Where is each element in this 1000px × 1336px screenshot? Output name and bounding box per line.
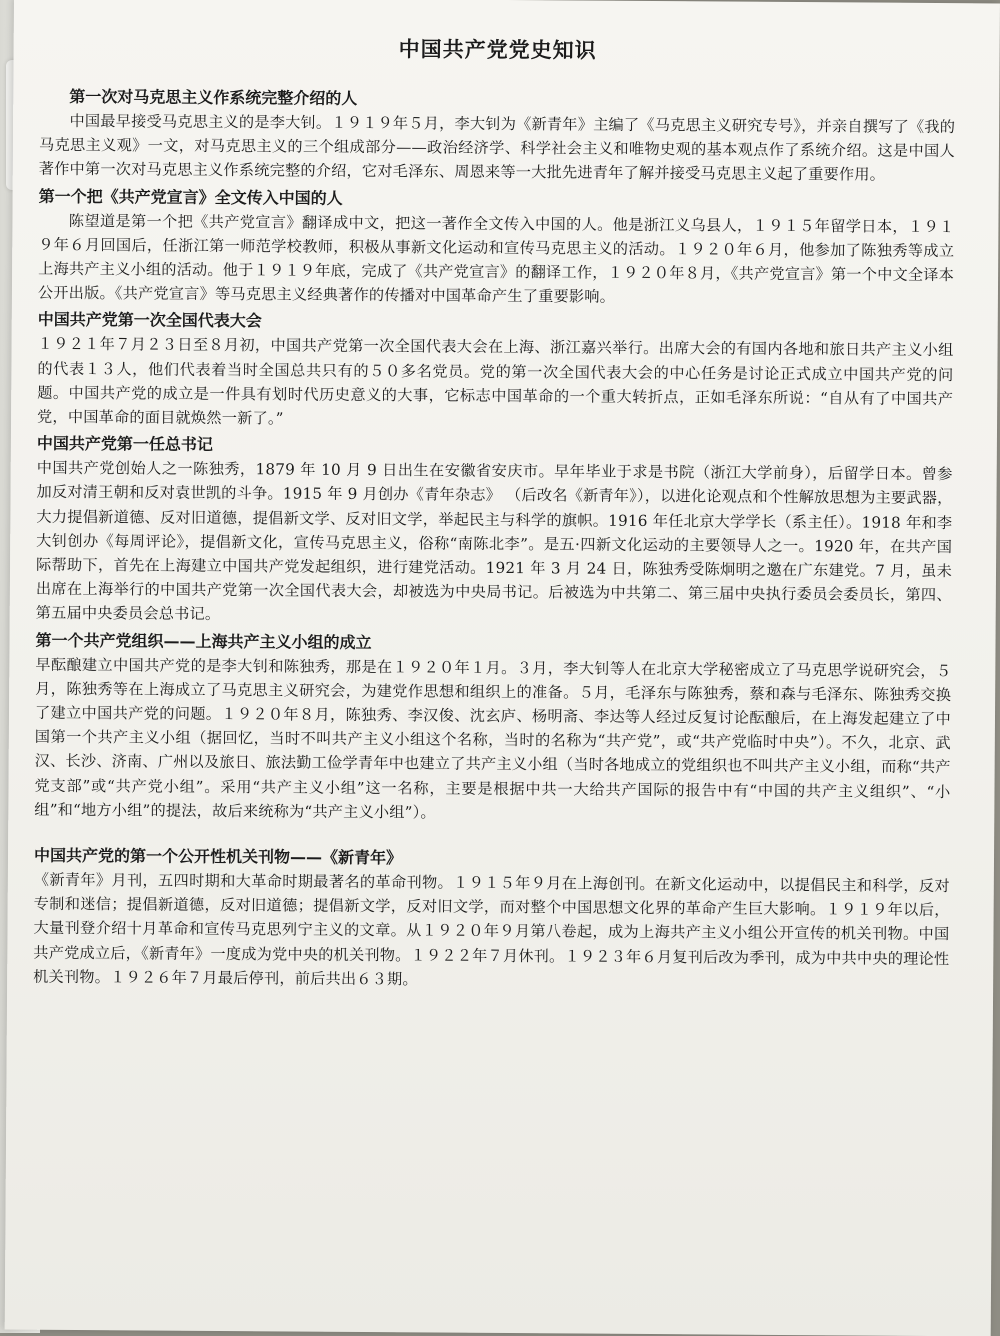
- section-new-youth-journal: [33, 844, 950, 995]
- section-shanghai-communist-group: [34, 628, 951, 828]
- section-heading: 第一次对马克思主义作系统完整介绍的人: [69, 86, 358, 108]
- section-heading: 中国共产党第一次全国代表大会: [37, 310, 262, 331]
- section-paragraph: 中国最早接受马克思主义的是李大钊。１９１９年５月，李大钊为《新青年》主编了《马克思主义研究专号》，并亲自撰写了《我的马克思主义观》一文，对马克思主义的三个组成部分——政治经济学、科学社会主义和唯物史观的基本观点作了系统介绍。这是中国人著作中第一次对马克思主义作系统完整的介绍，它对毛泽东、周恩来等一大批先进青年了解并接受马克思主义起了重要作用。: [38, 111, 956, 185]
- document-body: [33, 31, 956, 998]
- document-title: 中国共产党党史知识: [398, 36, 597, 63]
- paper-sheet: [5, 0, 1000, 1336]
- section-paragraph: 《新青年》月刊，五四时期和大革命时期最著名的革命刊物。１９１５年９月在上海创刊。在新文化运动中，以提倡民主和科学，反对专制和迷信；提倡新道德，反对旧道德；提倡新文学，反对旧文学，而对整个中国思想文化界的革命产生巨大影响。１９１９年以后，大量刊登介绍十月革命和宣传马克思列宁主义的文章。从１９２０年９月第八卷起，成为上海共产主义小组公开宣传的机关刊物。中国共产党成立后，《新青年》一度成为党中央的机关刊物。１９２２年７月休刊。１９２３年６月复刊后改为季刊，成为中共中央的理论性机关刊物。１９２６年７月最后停刊，前后共出６３期。: [33, 870, 950, 989]
- section-paragraph: １９２１年７月２３日至８月初，中国共产党第一次全国代表大会在上海、浙江嘉兴举行。出席大会的有国内各地和旅日共产主义小组的代表１３人，他们代表着当时全国总共只有的５０多名党员。党的第一次全国代表大会的中心任务是讨论正式成立中国共产党的问题。中国共产党的成立是一件具有划时代历史意义的大事，它标志中国革命的一个重大转折点，正如毛泽东所说：“自从有了中国共产党，中国革命的面目就焕然一新了。”: [37, 335, 954, 428]
- section-paragraph: 陈望道是第一个把《共产党宣言》翻译成中文，把这一著作全文传入中国的人。他是浙江义乌县人，１９１５年留学日本，１９１９年６月回国后，任浙江第一师范学校教师，积极从事新文化运动和宣传马克思主义的活动。１９２０年６月，他参加了陈独秀等成立上海共产主义小组的活动。他于１９１９年底，完成了《共产党宣言》的翻译工作，１９２０年８月，《共产党宣言》第一个中文全译本公开出版。《共产党宣言》等马克思主义经典著作的传播对中国革命产生了重要影响。: [37, 211, 955, 306]
- section-paragraph: 中国共产党创始人之一陈独秀，1879 年 10 月 9 日出生在安徽省安庆市。早年毕业于求是书院（浙江大学前身），后留学日本。曾参加反对清王朝和反对袁世凯的斗争。1915 年 9 月创办《青年杂志》 （后改名《新青年》），以进化论观点和个性解放思想为主要武器，大力提倡新道德、反对旧道德，提倡新文学、反对旧文学，举起民主与科学的旗帜。1916 年任北京大学学长（系主任）。1918 年和李大钊创办《每周评论》，提倡新文化，宣传马克思主义，俗称“南陈北李”。是五·四新文化运动的主要领导人之一。1920 年，在共产国际帮助下，首先在上海建立中国共产党发起组织，进行建党活动。1921 年 3 月 24 日，陈独秀受陈炯明之邀在广东建党。7 月，虽未出席在上海举行的中国共产党第一次全国代表大会，却被选为中央局书记。后被选为中共第二、第三届中央执行委员会委员长，第四、第五届中央委员会总书记。: [35, 458, 953, 624]
- section-first-national-congress: [37, 308, 954, 435]
- section-first-general-secretary: [36, 432, 953, 632]
- section-heading: 第一个共产党组织——上海共产主义小组的成立: [35, 630, 372, 652]
- section-heading: 中国共产党第一任总书记: [36, 433, 213, 455]
- section-heading: 第一个把《共产党宣言》全文传入中国的人: [38, 186, 343, 208]
- section-heading: 中国共产党的第一个公开性机关刊物——《新青年》: [33, 845, 403, 868]
- section-paragraph: 早酝酿建立中国共产党的是李大钊和陈独秀，那是在１９２０年１月。３月，李大钊等人在北京大学秘密成立了马克思学说研究会，５月，陈独秀等在上海成立了马克思主义研究会，为建党作思想和组织上的准备。５月，毛泽东与陈独秀，蔡和森与毛泽东、陈独秀交换了建立中国共产党的问题。１９２０年８月，陈独秀、李汉俊、沈玄庐、杨明斋、李达等人经过反复讨论酝酿后，在上海发起建立了中国第一个共产主义小组（据回忆，当时不叫共产主义小组这个名称，当时的名称为“共产党”，或“共产党临时中央”）。不久，北京、武汉、长沙、济南、广州以及旅日、旅法勤工俭学青年中也建立了共产主义小组（当时各地成立的党组织也不叫共产主义小组，而称“共产党支部”或“共产党小组”。采用“共产主义小组”这一名称，主要是根据中共一大给共产国际的报告中有“中国的共产主义组织”、“小组”和“地方小组”的提法，故后来统称为“共产主义小组”）。: [34, 655, 952, 822]
- section-communist-manifesto-translator: [38, 184, 955, 311]
- section-first-marxism-introduction: [39, 85, 956, 188]
